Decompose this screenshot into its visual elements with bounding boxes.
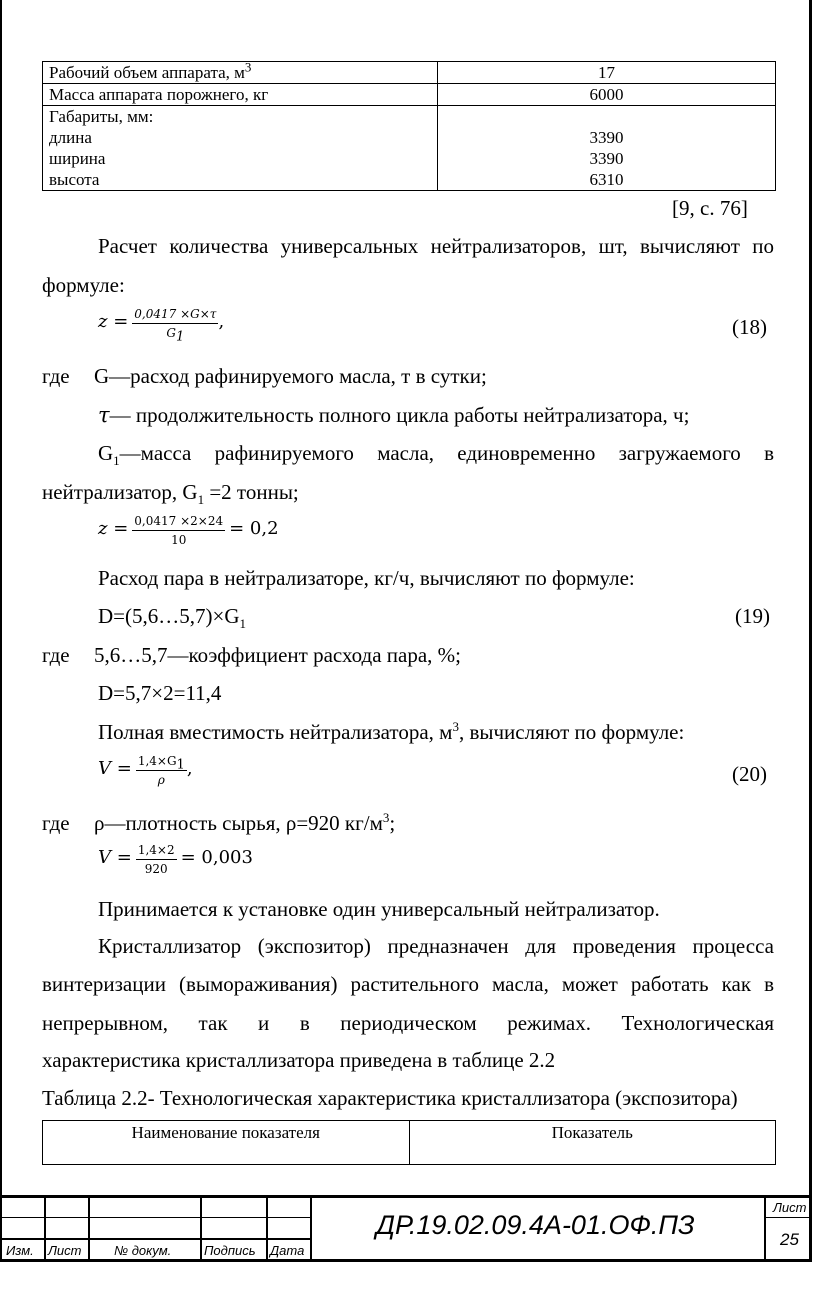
spec-table <box>42 61 776 191</box>
definition-g1-cont: нейтрализатор, $G_1 =2$ тонны; <box>42 480 299 508</box>
reference: [9, с. 76] <box>672 196 748 220</box>
where-label: где <box>42 811 70 835</box>
column-header: Показатель <box>409 1121 776 1165</box>
denominator: ρ <box>157 773 165 787</box>
paragraph-line: Расчет количества универсальных нейтрализаторов, шт, вычисляют по <box>98 234 774 258</box>
steam-text: Расход пара в нейтрализаторе, кг/ч, вычисляют по формуле: <box>98 566 635 590</box>
spec-value: 3390 <box>589 128 624 147</box>
numerator: $1,4\times G_1$ <box>137 754 185 773</box>
fraction <box>132 513 225 548</box>
spec-label: высота <box>49 170 100 189</box>
equation-number: (19) <box>735 604 770 628</box>
stamp-divider <box>44 1195 46 1262</box>
equation-tail: , <box>218 311 225 333</box>
denominator: 10 <box>171 533 187 547</box>
denominator: 920 <box>144 862 168 876</box>
stamp-divider <box>764 1217 812 1218</box>
equation-lhs: z = <box>98 311 129 333</box>
fraction <box>136 842 177 877</box>
fraction <box>136 753 187 788</box>
spec-value: 6310 <box>589 170 624 189</box>
spec-value: 3390 <box>589 149 624 168</box>
stamp-border <box>0 1195 812 1198</box>
spec-label: Габариты, мм: <box>49 107 154 126</box>
equation-lhs: V = <box>98 758 132 780</box>
document-number: ДР.19.02.09.4А-01.ОФ.ПЗ <box>376 1210 695 1240</box>
equation-rhs: = 0,2 <box>229 518 279 540</box>
calc-v <box>98 842 253 877</box>
equation-number: (18) <box>732 315 767 339</box>
stamp-divider <box>88 1195 90 1262</box>
spec-label: ширина <box>49 149 106 168</box>
fraction <box>132 306 218 345</box>
equation-20 <box>98 753 193 788</box>
spec-label: длина <box>49 128 92 147</box>
stamp-divider <box>266 1195 268 1262</box>
equation-18 <box>98 306 225 345</box>
definition-g: G—расход рафинируемого масла, т в сутки; <box>94 364 487 388</box>
table-2-2 <box>42 1120 776 1165</box>
paragraph-line: формуле: <box>42 273 125 297</box>
sheet-number: 25 <box>780 1230 799 1249</box>
paragraph-line: непрерывном, так и в периодическом режимах. Технологическая <box>42 1011 774 1035</box>
stamp-divider <box>764 1195 766 1262</box>
table-caption: Таблица 2.2- Технологическая характеристика кристаллизатора (экспозитора) <box>42 1086 738 1110</box>
denominator: $G_1$ <box>166 326 185 345</box>
table-row <box>43 1121 776 1165</box>
equation-19: $D=(5,6\dots 5,7)\times G_1$ <box>98 604 247 632</box>
stamp-list: Лист <box>48 1243 82 1258</box>
spec-value: 6000 <box>438 84 776 106</box>
spec-label: Рабочий объем аппарата, $м^3$ <box>43 62 438 84</box>
spec-label: Масса аппарата порожнего, кг <box>43 84 438 106</box>
calc-d: D=5,7×2=11,4 <box>98 681 222 705</box>
where-label: где <box>42 643 70 667</box>
spec-value: 17 <box>438 62 776 84</box>
stamp-date: Дата <box>270 1243 305 1258</box>
paragraph-line: винтеризации (вымораживания) растительного масла, может работать как в <box>42 972 774 996</box>
paragraph-line: характеристика кристаллизатора приведена в таблице 2.2 <box>42 1048 556 1072</box>
definition-g1: $G_1—масса$ рафинируемого масла, единовременно загружаемого в <box>98 441 774 469</box>
equation-rhs: = 0,003 <box>180 847 253 869</box>
equation-lhs: V = <box>98 847 132 869</box>
numerator: 0,0417 ×2×24 <box>132 513 225 531</box>
definition-rho: ρ—плотность сырья, ρ=920 $кг/м^3$; <box>94 810 396 835</box>
table-row <box>43 84 776 106</box>
column-header: Наименование показателя <box>43 1121 410 1165</box>
numerator: 0,0417 ×G×τ <box>132 306 218 324</box>
stamp-doc: № докум. <box>114 1243 172 1258</box>
definition-tau: τ— продолжительность полного цикла работы нейтрализатора, ч; <box>98 403 690 427</box>
table-row <box>43 106 776 191</box>
stamp-divider <box>200 1195 202 1262</box>
calc-z <box>98 513 279 548</box>
volume-text: Полная вместимость нейтрализатора, $м^3$, вычисляют по формуле: <box>98 719 685 744</box>
spec-label-group <box>43 106 438 191</box>
numerator: 1,4×2 <box>136 842 177 860</box>
where-label: где <box>42 364 70 388</box>
stamp-divider <box>310 1195 312 1262</box>
stamp-izm: Изм. <box>6 1243 34 1258</box>
definition-coef: 5,6…5,7—коэффициент расхода пара, %; <box>94 643 461 667</box>
sheet-label: Лист <box>773 1200 807 1215</box>
paragraph-line: Кристаллизатор (экспозитор) предназначен для проведения процесса <box>98 934 774 958</box>
equation-tail: , <box>186 758 193 780</box>
title-block <box>0 1195 812 1262</box>
spec-value-group <box>438 106 776 191</box>
equation-lhs: z = <box>98 518 129 540</box>
accept-text: Принимается к установке один универсальный нейтрализатор. <box>98 897 660 921</box>
table-row <box>43 62 776 84</box>
equation-number: (20) <box>732 762 767 786</box>
stamp-sign: Подпись <box>204 1243 256 1258</box>
